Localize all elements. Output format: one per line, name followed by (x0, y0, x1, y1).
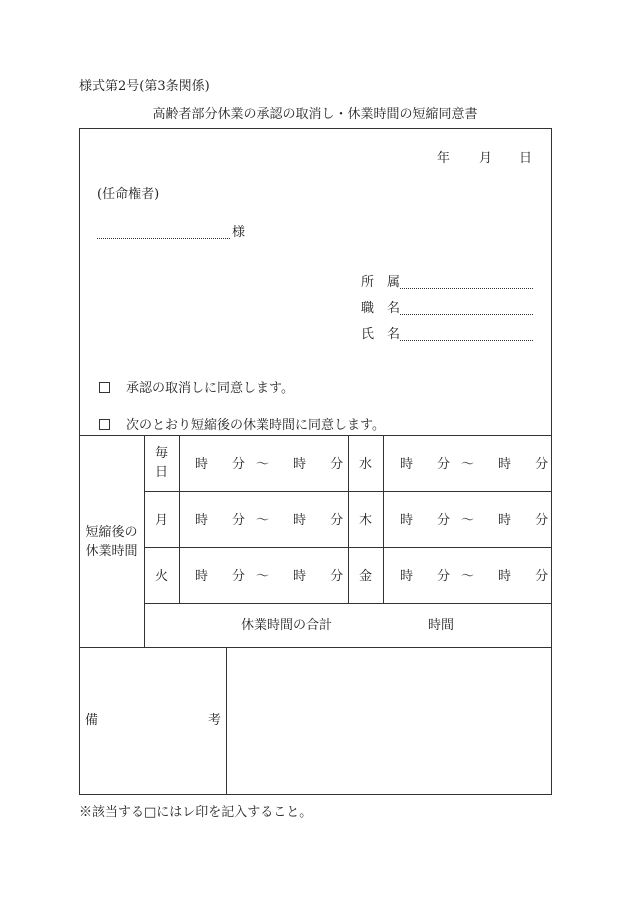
appointer-name-line[interactable] (97, 238, 230, 239)
position-line[interactable] (400, 314, 533, 315)
checkbox-icon[interactable] (99, 419, 110, 430)
divider (383, 435, 384, 603)
option-shorten-hours[interactable]: 次のとおり短縮後の休業時間に同意します。 (99, 419, 385, 432)
day-label-tuesday: 火 (154, 569, 168, 584)
remarks-label-1: 備 (85, 713, 99, 728)
footnote: ※該当する□にはレ印を記入すること。 (79, 805, 313, 820)
day-label-thursday: 木 (358, 513, 372, 528)
time-range[interactable]: 時 分 〜 時 分 (195, 457, 344, 472)
date-month: 月 (479, 151, 493, 166)
time-range[interactable]: 時 分 〜 時 分 (400, 457, 549, 472)
appointer-label: (任命権者) (97, 187, 160, 202)
affiliation-line[interactable] (400, 288, 533, 289)
affiliation-label: 所 属 (361, 275, 401, 290)
total-hours-label: 休業時間の合計 (241, 618, 333, 633)
day-label-everyday: 毎 日 (154, 446, 168, 480)
remarks-label-2: 考 (208, 713, 222, 728)
divider (144, 603, 552, 604)
remarks-field[interactable] (227, 648, 551, 794)
day-label-friday: 金 (358, 569, 372, 584)
divider (79, 435, 552, 436)
time-range[interactable]: 時 分 〜 時 分 (400, 513, 549, 528)
form-number-label: 様式第2号(第3条関係) (79, 79, 210, 94)
honorific-sama: 様 (232, 225, 246, 240)
total-hours-unit[interactable]: 時間 (428, 618, 455, 633)
position-label: 職 名 (361, 301, 401, 316)
divider (179, 435, 180, 603)
time-range[interactable]: 時 分 〜 時 分 (195, 513, 344, 528)
option-cancel-approval[interactable]: 承認の取消しに同意します。 (99, 382, 294, 395)
date-year: 年 (437, 151, 451, 166)
day-label-wednesday: 水 (358, 457, 372, 472)
time-range[interactable]: 時 分 〜 時 分 (400, 569, 549, 584)
checkbox-icon[interactable] (99, 382, 110, 393)
shortened-hours-label: 短縮後の 休業時間 (85, 525, 138, 559)
name-label: 氏 名 (361, 327, 401, 342)
day-label-monday: 月 (154, 513, 168, 528)
document-title: 高齢者部分休業の承認の取消し・休業時間の短縮同意書 (152, 107, 478, 122)
name-line[interactable] (400, 340, 533, 341)
time-range[interactable]: 時 分 〜 時 分 (195, 569, 344, 584)
date-day: 日 (519, 151, 533, 166)
